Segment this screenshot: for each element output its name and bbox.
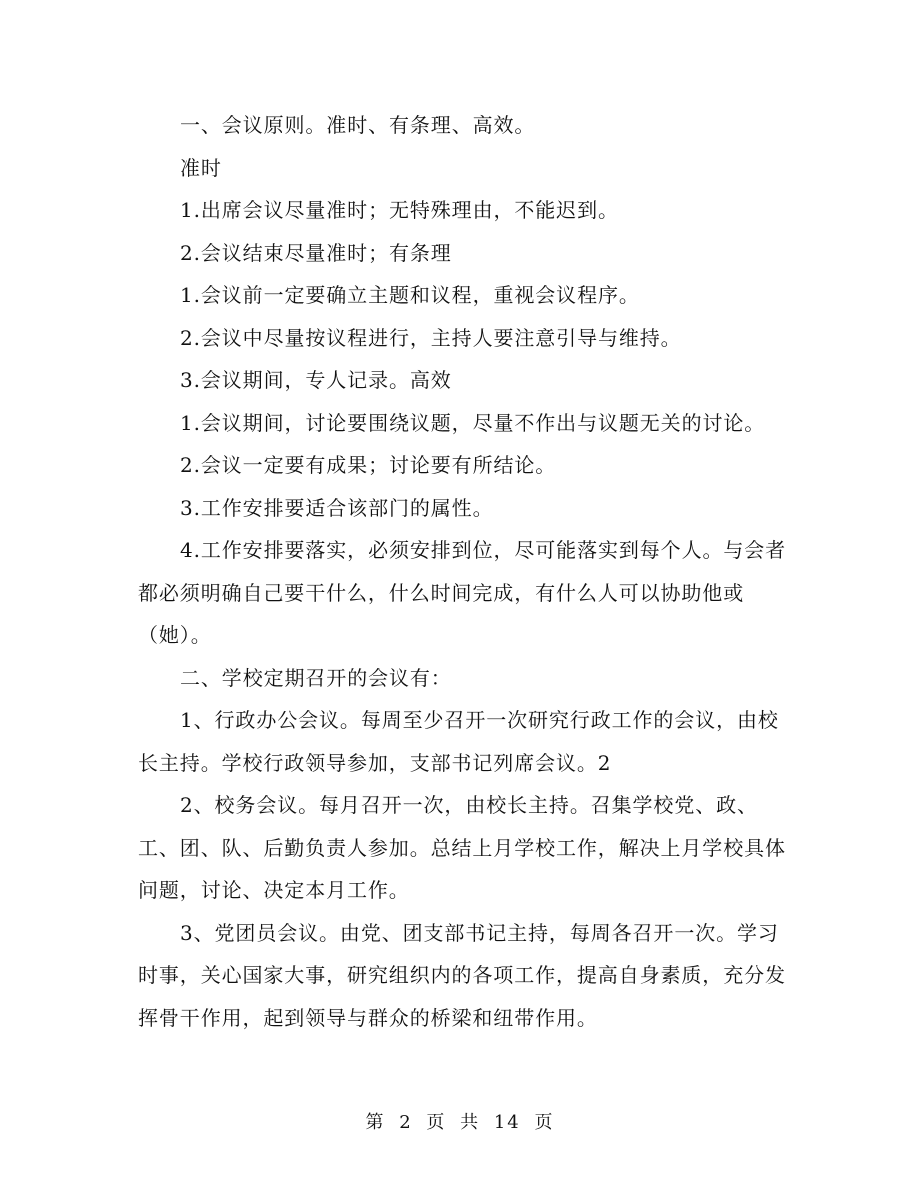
paragraph-efficient-item-2: 2.会议一定要有成果；讨论要有所结论。 [180,453,557,477]
paragraph-principles-heading: 一、会议原则。准时、有条理、高效。 [180,113,536,137]
paragraph-orderly-item-3: 3.会议期间，专人记录。高效 [180,368,452,392]
paragraph-punctual-item-1: 1.出席会议尽量准时；无特殊理由，不能迟到。 [180,198,619,222]
paragraph-orderly-item-1: 1.会议前一定要确立主题和议程，重视会议程序。 [180,283,640,307]
page-number-footer: 第 2 页 共 14 页 [365,1112,555,1133]
paragraph-efficient-item-4: 4.工作安排要落实，必须安排到位，尽可能落实到每个人。与会者都必须明确自己要干什么，什么时间完成，有什么人可以协助他或（她）。 [138,538,787,647]
paragraph-meeting-party-league: 3、党团员会议。由党、团支部书记主持，每周各召开一次。学习时事，关心国家大事，研究组织内的各项工作，提高自身素质，充分发挥骨干作用，起到领导与群众的桥梁和纽带作用。 [138,920,786,1030]
paragraph-meetings-heading: 二、学校定期召开的会议有： [180,665,452,690]
paragraph-efficient-item-1: 1.会议期间，讨论要围绕议题，尽量不作出与议题无关的讨论。 [180,410,766,435]
document-body [138,104,788,1039]
paragraph-efficient-item-3: 3.工作安排要适合该部门的属性。 [180,495,494,520]
paragraph-punctual-item-2: 2.会议结束尽量准时；有条理 [180,240,452,265]
paragraph-meeting-school-affairs: 2、校务会议。每月召开一次，由校长主持。召集学校党、政、工、团、队、后勤负责人参加。总结上月学校工作，解决上月学校具体问题，讨论、决定本月工作。 [138,793,786,902]
paragraph-orderly-item-2: 2.会议中尽量按议程进行，主持人要注意引导与维持。 [180,325,682,350]
paragraph-meeting-admin: 1、行政办公会议。每周至少召开一次研究行政工作的会议，由校长主持。学校行政领导参加，支部书记列席会议。2 [138,708,779,775]
paragraph-punctual-heading: 准时 [180,155,222,180]
